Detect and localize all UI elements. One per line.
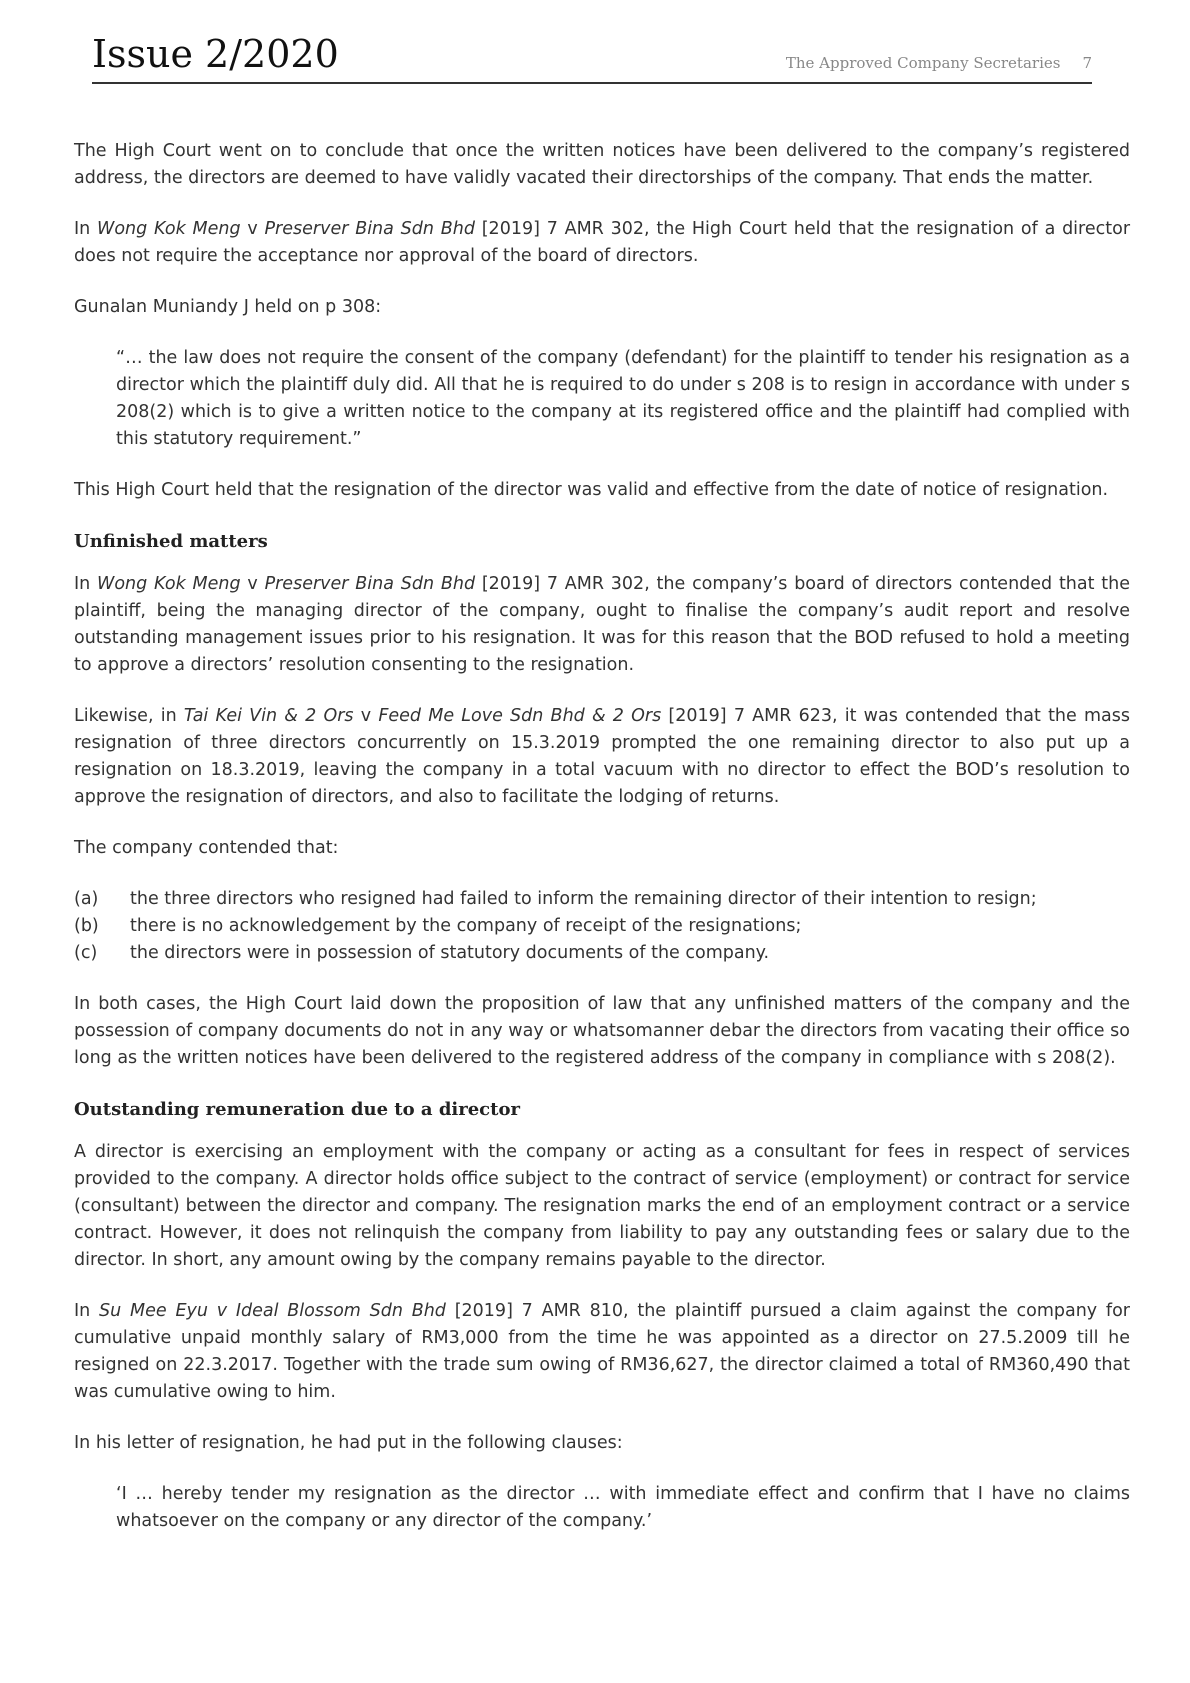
list-item bbox=[74, 886, 1130, 913]
paragraph: In his letter of resignation, he had put in the following clauses: bbox=[74, 1433, 623, 1453]
page-number: 7 bbox=[1082, 54, 1092, 72]
list-marker: (c) bbox=[74, 943, 98, 963]
article-body bbox=[74, 138, 1130, 1559]
paragraph: This High Court held that the resignation of the director was valid and effective from the date of notice of resignation. bbox=[74, 480, 1109, 500]
issue-title: Issue 2/2020 bbox=[92, 32, 339, 76]
list-text: there is no acknowledgement by the company of receipt of the resignations; bbox=[130, 916, 802, 936]
list-marker: (a) bbox=[74, 889, 99, 909]
block-quote: “… the law does not require the consent of the company (defendant) for the plaintiff to tender his resignation as a director which the plaintiff duly did. All that he is required to do under s 208 is to resign in accordance with under s 208(2) which is to give a written notice to the company at its registered office and the plaintiff had complied with this statutory requirement.” bbox=[116, 348, 1130, 449]
list-item bbox=[74, 940, 1130, 967]
contention-list bbox=[74, 886, 1130, 967]
paragraph: Likewise, in Tai Kei Vin & 2 Ors v Feed Me Love Sdn Bhd & 2 Ors [2019] 7 AMR 623, it was contended that the mass resignation of three directors concurrently on 15.3.2019 prompted the one remaining director to also put up a resignation on 18.3.2019, leaving the company in a total vacuum with no director to effect the BOD’s resolution to approve the resignation of directors, and also to facilitate the lodging of returns. bbox=[74, 706, 1130, 807]
case-party: Wong Kok Meng bbox=[97, 574, 241, 594]
case-party: Preserver Bina Sdn Bhd bbox=[264, 219, 475, 239]
list-marker: (b) bbox=[74, 916, 99, 936]
page-header bbox=[92, 30, 1092, 84]
list-text: the directors were in possession of statutory documents of the company. bbox=[130, 943, 770, 963]
paragraph: A director is exercising an employment with the company or acting as a consultant for fees in respect of services provided to the company. A director holds office subject to the contract of service (employment) or contract for service (consultant) between the director and company. The resignation marks the end of an employment contract or a service contract. However, it does not relinquish the company from liability to pay any outstanding fees or salary due to the director. In short, any amount owing by the company remains payable to the director. bbox=[74, 1142, 1130, 1270]
paragraph: In both cases, the High Court laid down the proposition of law that any unfinished matters of the company and the possession of company documents do not in any way or whatsomanner debar the directors from vacating their office so long as the written notices have been delivered to the registered address of the company in compliance with s 208(2). bbox=[74, 994, 1130, 1068]
case-party: Wong Kok Meng bbox=[97, 219, 241, 239]
paragraph: The company contended that: bbox=[74, 838, 339, 858]
section-heading: Outstanding remuneration due to a director bbox=[74, 1099, 520, 1120]
case-citation: Su Mee Eyu v Ideal Blossom Sdn Bhd bbox=[99, 1301, 446, 1321]
paragraph: In Wong Kok Meng v Preserver Bina Sdn Bhd [2019] 7 AMR 302, the High Court held that the resignation of a director does not require the acceptance nor approval of the board of directors. bbox=[74, 219, 1131, 266]
case-party: Feed Me Love Sdn Bhd & 2 Ors bbox=[378, 706, 662, 726]
paragraph: In Wong Kok Meng v Preserver Bina Sdn Bhd [2019] 7 AMR 302, the company’s board of directors contended that the plaintiff, being the managing director of the company, ought to finalise the company’s audit report and resolve outstanding management issues prior to his resignation. It was for this reason that the BOD refused to hold a meeting to approve a directors’ resolution consenting to the resignation. bbox=[74, 574, 1130, 675]
case-party: Preserver Bina Sdn Bhd bbox=[264, 574, 476, 594]
publication-name: The Approved Company Secretaries bbox=[785, 54, 1061, 72]
section-heading: Unfinished matters bbox=[74, 531, 268, 552]
paragraph: The High Court went on to conclude that once the written notices have been delivered to the company’s registered address, the directors are deemed to have validly vacated their directorships of the company. That ends the matter. bbox=[74, 141, 1130, 188]
case-party: Tai Kei Vin & 2 Ors bbox=[183, 706, 354, 726]
paragraph: Gunalan Muniandy J held on p 308: bbox=[74, 297, 382, 317]
block-quote: ‘I … hereby tender my resignation as the director … with immediate effect and confirm that I have no claims whatsoever on the company or any director of the company.’ bbox=[116, 1484, 1130, 1531]
running-header bbox=[786, 54, 1092, 72]
list-text: the three directors who resigned had failed to inform the remaining director of their intention to resign; bbox=[130, 889, 1037, 909]
list-item bbox=[74, 913, 1130, 940]
paragraph: In Su Mee Eyu v Ideal Blossom Sdn Bhd [2019] 7 AMR 810, the plaintiff pursued a claim against the company for cumulative unpaid monthly salary of RM3,000 from the time he was appointed as a director on 27.5.2009 till he resigned on 22.3.2017. Together with the trade sum owing of RM36,627, the director claimed a total of RM360,490 that was cumulative owing to him. bbox=[74, 1301, 1130, 1402]
